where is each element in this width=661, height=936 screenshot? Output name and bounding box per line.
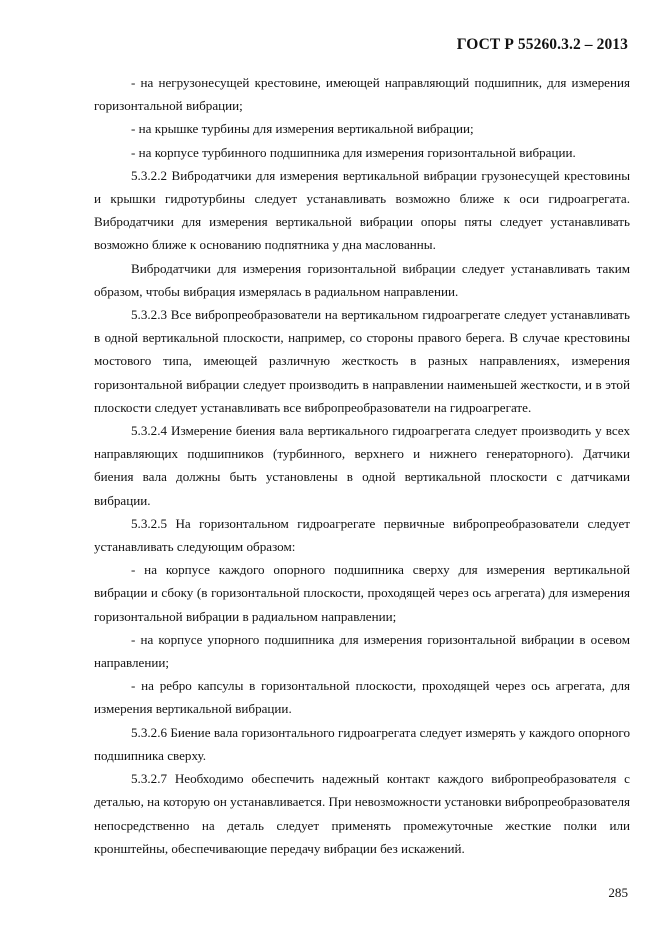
paragraph: 5.3.2.4 Измерение биения вала вертикального гидроагрегата следует производить у всех направляющих подшипников (турбинного, верхнего и нижнего генераторного). Датчики биения вала должны быть установлены в одной вертикальной плоскости с датчиками вибрации. [94,423,630,508]
paragraph: - на негрузонесущей крестовине, имеющей направляющий подшипник, для измерения горизонтальной вибрации; [94,75,630,114]
paragraph: - на крышке турбины для измерения вертикальной вибрации; [131,121,474,137]
paragraph: - на корпусе турбинного подшипника для измерения горизонтальной вибрации. [131,144,576,160]
paragraph: - на корпусе каждого опорного подшипника сверху для измерения вертикальной вибрации и сбоку (в горизонтальной плоскости, проходящей через ось агрегата) для измерения горизонтальной вибрации в радиальном направлении; [94,562,630,624]
paragraph: 5.3.2.5 На горизонтальном гидроагрегате первичные вибропреобразователи следует устанавливать следующим образом: [94,515,630,555]
paragraph: 5.3.2.6 Биение вала горизонтального гидроагрегата следует измерять у каждого опорного подшипника сверху. [94,724,630,763]
paragraph: - на ребро капсулы в горизонтальной плоскости, проходящей через ось агрегата, для измерения вертикальной вибрации. [94,678,630,717]
paragraph: 5.3.2.2 Вибродатчики для измерения вертикальной вибрации грузонесущей крестовины и крышки гидротурбины следует устанавливать возможно ближе к оси гидроагрегата. Вибродатчики для измерения вертикальной вибрации опоры пяты следует устанавливать возможно ближе к основанию подпятника у дна маслованны. [94,167,630,253]
paragraph: 5.3.2.3 Все вибропреобразователи на вертикальном гидроагрегате следует устанавливать в одной вертикальной плоскости, например, со стороны правого берега. В случае крестовины мостового типа, имеющей различную жесткость в разных направлениях, измерения горизонтальной вибрации следует производить в направлении наименьшей жесткости, и в этой плоскости следует устанавливать все вибропреобразователи на гидроагрегате. [94,307,630,415]
paragraph: - на корпусе упорного подшипника для измерения горизонтальной вибрации в осевом направлении; [94,631,630,671]
document-body [94,71,630,860]
document-header: ГОСТ Р 55260.3.2 – 2013 [456,36,628,53]
paragraph: Вибродатчики для измерения горизонтальной вибрации следует устанавливать таким образом, чтобы вибрация измерялась в радиальном направлении. [94,260,630,299]
paragraph: 5.3.2.7 Необходимо обеспечить надежный контакт каждого вибропреобразователя с деталью, на которую он устанавливается. При невозможности установки вибропреобразователя непосредственно на деталь следует применять промежуточные жесткие полки или кронштейны, обеспечивающие передачу вибрации без искажений. [94,771,630,856]
page-number: 285 [608,885,628,900]
